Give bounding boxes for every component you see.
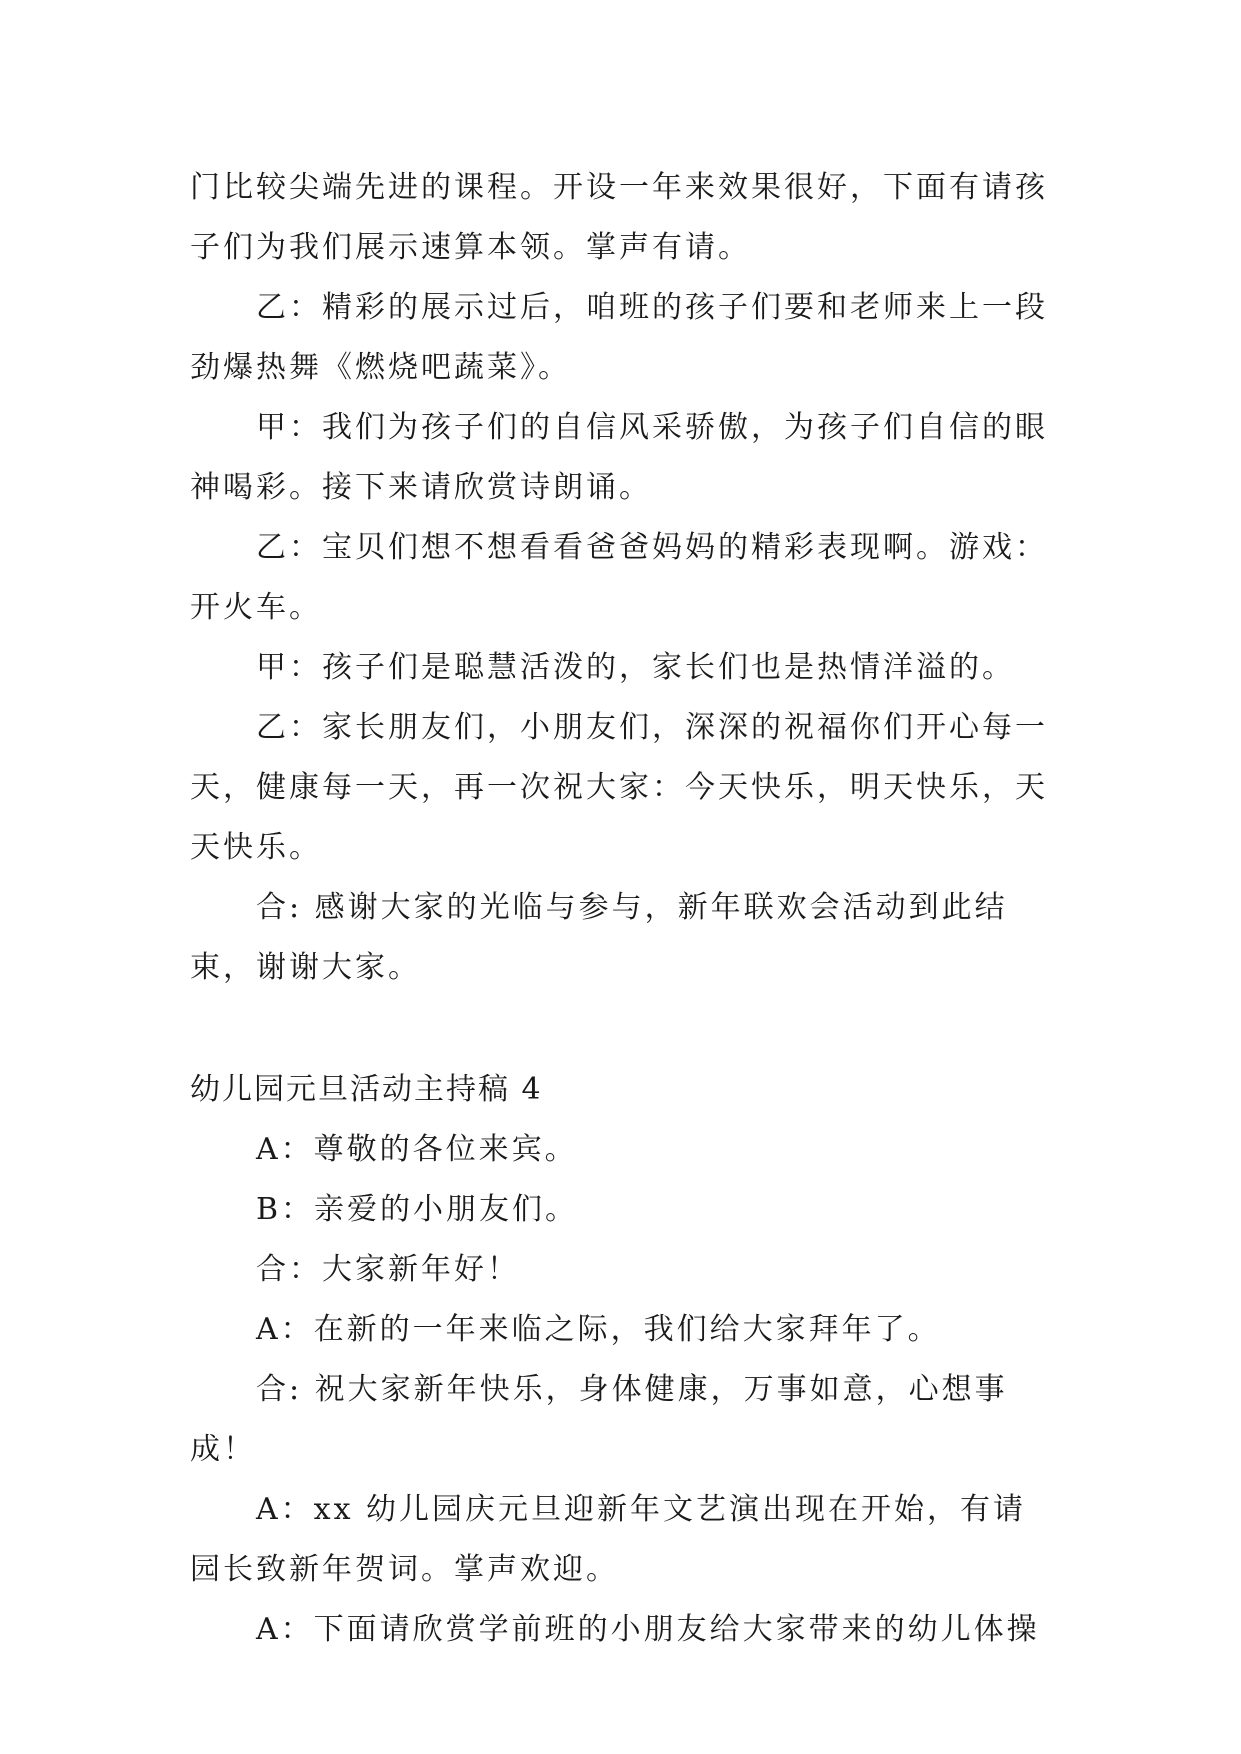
script-line-jia-2: 甲：孩子们是聪慧活泼的，家长们也是热情洋溢的。 xyxy=(256,650,1015,685)
document-page xyxy=(190,158,1050,1660)
script-line-b-1: B：亲爱的小朋友们。 xyxy=(256,1192,579,1227)
section-gap xyxy=(190,998,1050,1060)
script-line-a-1: A：尊敬的各位来宾。 xyxy=(256,1132,578,1167)
script-line-a-4: A：下面请欣赏学前班的小朋友给大家带来的幼儿体操 xyxy=(256,1612,1040,1647)
script-line-he-1: 合: 感谢大家的光临与参与，新年联欢会活动到此结束，谢谢大家。 xyxy=(190,890,1008,985)
script-line-a-2: A：在新的一年来临之际，我们给大家拜年了。 xyxy=(256,1312,941,1347)
script-line-yi-2: 乙：宝贝们想不想看看爸爸妈妈的精彩表现啊。游戏：开火车。 xyxy=(190,530,1048,625)
section-title: 幼儿园元旦活动主持稿 4 xyxy=(190,1072,543,1107)
continuation-paragraph: 门比较尖端先进的课程。开设一年来效果很好，下面有请孩子们为我们展示速算本领。掌声有请。 xyxy=(190,170,1048,265)
script-line-a-3: A：xx 幼儿园庆元旦迎新年文艺演出现在开始，有请园长致新年贺词。掌声欢迎。 xyxy=(190,1492,1027,1587)
script-line-yi-1: 乙：精彩的展示过后，咱班的孩子们要和老师来上一段劲爆热舞《燃烧吧蔬菜》。 xyxy=(190,290,1048,385)
script-line-he-3: 合: 祝大家新年快乐，身体健康，万事如意，心想事成！ xyxy=(190,1372,1008,1467)
script-line-jia-1: 甲：我们为孩子们的自信风采骄傲，为孩子们自信的眼神喝彩。接下来请欣赏诗朗诵。 xyxy=(190,410,1048,505)
script-line-yi-3: 乙：家长朋友们，小朋友们，深深的祝福你们开心每一天，健康每一天，再一次祝大家：今天快乐，明天快乐，天天快乐。 xyxy=(190,710,1048,865)
script-line-he-2: 合：大家新年好！ xyxy=(256,1252,520,1287)
